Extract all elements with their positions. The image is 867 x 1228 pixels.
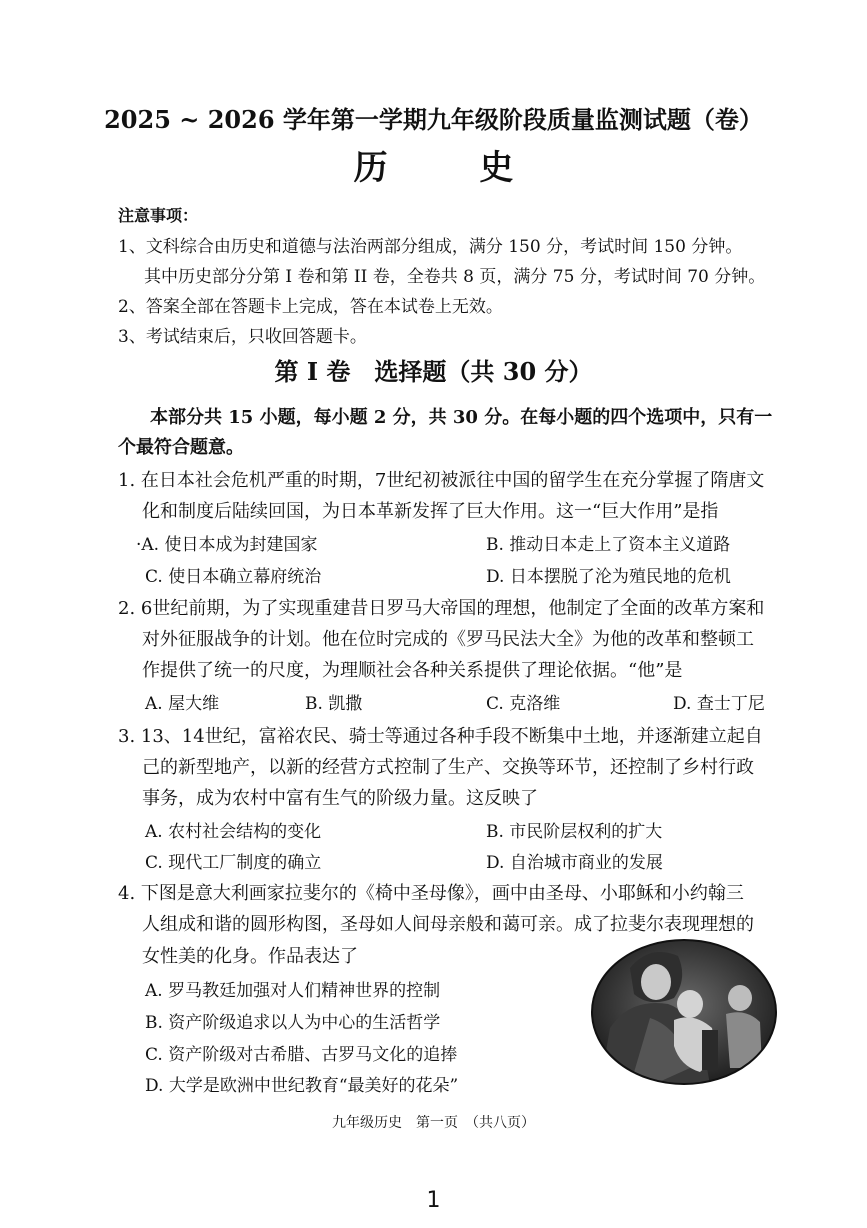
option-a: A. 罗马教廷加强对人们精神世界的控制	[145, 981, 441, 1001]
exam-title: 2025 ~ 2026 学年第一学期九年级阶段质量监测试题（卷）	[104, 105, 763, 134]
option-b: B. 凯撒	[305, 694, 363, 714]
question-line: 事务，成为农村中富有生气的阶级力量。这反映了	[142, 788, 538, 809]
notice-line: 其中历史部分分第 I 卷和第 II 卷，全卷共 8 页，满分 75 分，考试时间 70 分钟。	[144, 267, 766, 287]
page-number: 1	[426, 1188, 441, 1213]
question-line: 2. 6世纪前期，为了实现重建昔日罗马大帝国的理想，他制定了全面的改革方案和	[118, 598, 765, 619]
notice-line: 3、考试结束后，只收回答题卡。	[118, 327, 367, 347]
page-footer: 九年级历史 第一页 （共八页）	[332, 1115, 535, 1131]
subject-title: 历 史	[353, 148, 554, 188]
madonna-painting-image	[590, 938, 778, 1086]
question-line: 己的新型地产，以新的经营方式控制了生产、交换等环节，还控制了乡村行政	[142, 757, 754, 778]
notice-line: 2、答案全部在答题卡上完成，答在本试卷上无效。	[118, 297, 503, 317]
option-a: A. 屋大维	[145, 694, 220, 714]
question-line: 4. 下图是意大利画家拉斐尔的《椅中圣母像》，画中由圣母、小耶稣和小约翰三	[118, 883, 744, 904]
section-intro-line: 本部分共 15 小题，每小题 2 分，共 30 分。在每小题的四个选项中，只有一	[150, 407, 773, 428]
option-b: B. 市民阶层权利的扩大	[486, 822, 663, 842]
question-line: 作提供了统一的尺度，为理顺社会各种关系提供了理论依据。“他”是	[142, 660, 683, 681]
section-intro-line: 个最符合题意。	[118, 437, 244, 458]
option-c: C. 克洛维	[486, 694, 561, 714]
option-d: D. 大学是欧洲中世纪教育“最美好的花朵”	[145, 1076, 459, 1096]
question-line: 女性美的化身。作品表达了	[142, 946, 358, 967]
option-b: B. 推动日本走上了资本主义道路	[486, 535, 731, 555]
option-b: B. 资产阶级追求以人为中心的生活哲学	[145, 1013, 441, 1033]
question-line: 人组成和谐的圆形构图，圣母如人间母亲般和蔼可亲。成了拉斐尔表现理想的	[142, 914, 754, 935]
option-a: A. 农村社会结构的变化	[145, 822, 322, 842]
section-title: 第 I 卷 选择题（共 30 分）	[274, 357, 593, 386]
option-a: ·A. 使日本成为封建国家	[136, 535, 318, 555]
question-line: 对外征服战争的计划。他在位时完成的《罗马民法大全》为他的改革和整顿工	[142, 629, 754, 650]
option-c: C. 资产阶级对古希腊、古罗马文化的追捧	[145, 1045, 458, 1065]
option-d: D. 自治城市商业的发展	[486, 853, 663, 873]
question-line: 1. 在日本社会危机严重的时期，7世纪初被派往中国的留学生在充分掌握了隋唐文	[118, 470, 765, 491]
option-c: C. 使日本确立幕府统治	[145, 567, 322, 587]
notice-heading: 注意事项：	[118, 206, 199, 225]
option-d: D. 查士丁尼	[673, 694, 765, 714]
option-d: D. 日本摆脱了沦为殖民地的危机	[486, 567, 731, 587]
question-line: 化和制度后陆续回国，为日本革新发挥了巨大作用。这一“巨大作用”是指	[142, 501, 719, 522]
question-line: 3. 13、14世纪，富裕农民、骑士等通过各种手段不断集中土地，并逐渐建立起自	[118, 726, 763, 747]
option-c: C. 现代工厂制度的确立	[145, 853, 322, 873]
notice-line: 1、文科综合由历史和道德与法治两部分组成，满分 150 分，考试时间 150 分钟。	[118, 237, 743, 257]
